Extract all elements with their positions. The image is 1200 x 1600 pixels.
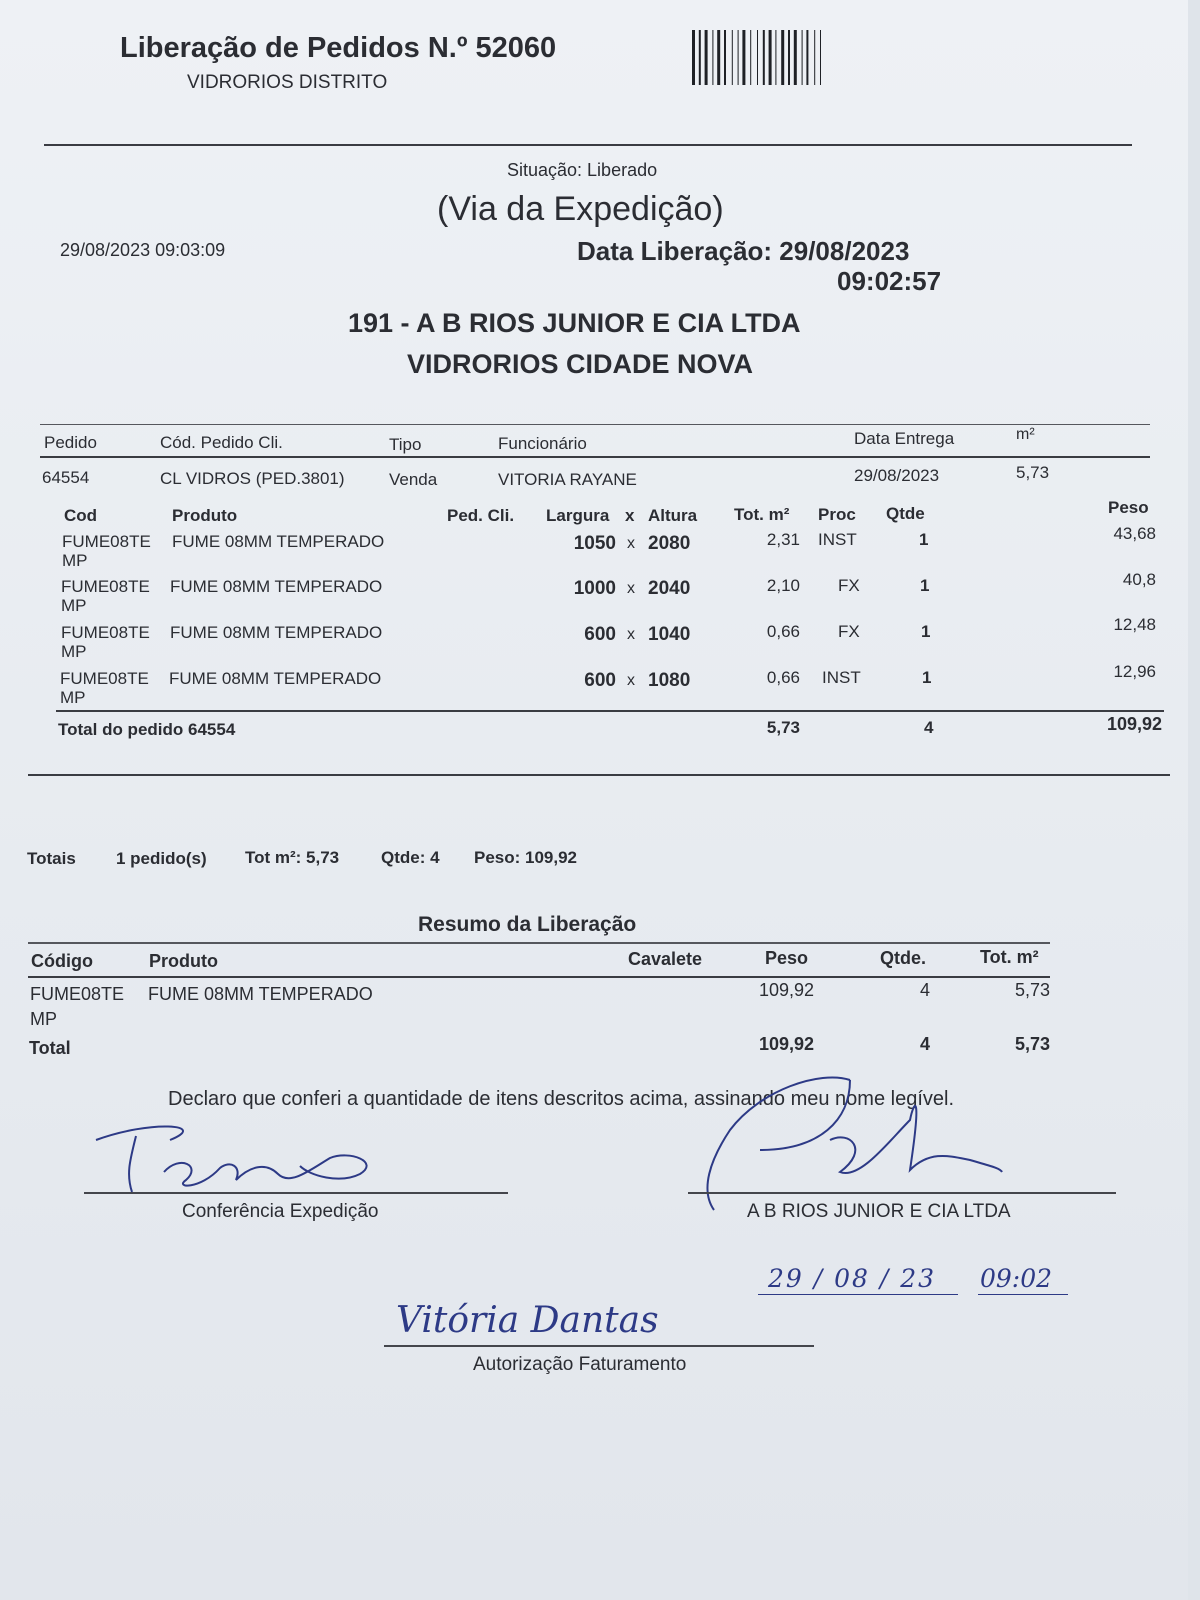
items-header-x: x <box>625 506 635 525</box>
summary-total-peso: 109,92 <box>758 1034 814 1054</box>
header-data-entrega: Data Entrega <box>854 429 955 448</box>
item-proc: FX <box>838 622 860 641</box>
signature-cliente-icon <box>700 1060 1030 1220</box>
item-cod: FUME08TE <box>61 577 150 596</box>
handwritten-time-underline <box>978 1294 1068 1295</box>
item-qtde: 1 <box>920 576 930 595</box>
client-name: 191 - A B RIOS JUNIOR E CIA LTDA <box>348 308 801 338</box>
summary-tot-m2: 5,73 <box>1014 980 1050 1000</box>
items-header-ped-cli: Ped. Cli. <box>447 506 515 525</box>
order-data-entrega: 29/08/2023 <box>854 466 940 485</box>
signature-conferencia-icon <box>90 1110 410 1200</box>
order-tipo: Venda <box>389 470 438 489</box>
summary-produto: FUME 08MM TEMPERADO <box>148 984 373 1004</box>
summary-header-peso: Peso <box>765 948 809 968</box>
summary-title: Resumo da Liberação <box>418 913 637 936</box>
summary-header-qtde: Qtde. <box>880 948 927 968</box>
item-qtde: 1 <box>919 530 929 549</box>
item-altura: 2040 <box>648 578 691 599</box>
summary-total-label: Total <box>29 1038 71 1058</box>
summary-cod: FUME08TE <box>30 984 125 1004</box>
item-cod: FUME08TE <box>62 532 151 551</box>
order-funcionario: VITORIA RAYANE <box>498 470 637 489</box>
summary-top-rule <box>28 942 1050 944</box>
signature-label-autorizacao: Autorização Faturamento <box>473 1354 687 1375</box>
items-total-qtde: 4 <box>924 718 934 737</box>
signature-autorizacao-name: Vitória Dantas <box>396 1300 659 1341</box>
item-peso: 12,48 <box>1113 615 1156 634</box>
item-peso: 12,96 <box>1113 662 1156 681</box>
totals-qtde: Qtde: 4 <box>381 848 440 867</box>
item-x: x <box>627 580 635 597</box>
release-time: 09:02:57 <box>837 266 942 296</box>
item-x: x <box>627 626 635 643</box>
item-tot-m2: 0,66 <box>766 668 800 687</box>
summary-header-produto: Produto <box>149 951 218 971</box>
header-m2: m² <box>1016 426 1035 443</box>
header-tipo: Tipo <box>389 435 422 454</box>
item-produto: FUME 08MM TEMPERADO <box>170 577 383 596</box>
summary-peso: 109,92 <box>758 980 814 1000</box>
totals-label: Totais <box>27 849 76 868</box>
item-cod: FUME08TE <box>61 623 150 642</box>
status-text: Situação: Liberado <box>507 160 658 180</box>
order-m2: 5,73 <box>1016 463 1050 482</box>
items-header-qtde: Qtde <box>886 504 925 523</box>
header-divider <box>44 144 1132 146</box>
item-cod-suffix: MP <box>60 688 86 707</box>
item-cod-suffix: MP <box>61 596 87 615</box>
order-section-divider <box>28 774 1170 776</box>
item-x: x <box>627 672 635 689</box>
summary-total-qtde: 4 <box>919 1034 930 1054</box>
summary-qtde: 4 <box>919 980 930 1000</box>
totals-peso: Peso: 109,92 <box>474 848 578 867</box>
summary-total-m2: 5,73 <box>1014 1034 1050 1054</box>
items-header-produto: Produto <box>172 506 238 525</box>
item-largura: 1000 <box>573 578 616 599</box>
client-branch: VIDRORIOS CIDADE NOVA <box>407 349 754 379</box>
item-altura: 2080 <box>648 533 691 554</box>
item-cod-suffix: MP <box>61 642 87 661</box>
order-table-top-rule <box>40 424 1150 425</box>
totals-pedidos: 1 pedido(s) <box>116 849 207 868</box>
item-tot-m2: 2,10 <box>766 576 800 595</box>
item-peso: 43,68 <box>1113 524 1156 543</box>
item-produto: FUME 08MM TEMPERADO <box>170 623 383 642</box>
item-qtde: 1 <box>921 622 931 641</box>
item-proc: FX <box>838 576 860 595</box>
items-total-m2: 5,73 <box>766 718 800 737</box>
signature-label-cliente: A B RIOS JUNIOR E CIA LTDA <box>747 1201 1011 1222</box>
signature-label-conferencia: Conferência Expedição <box>182 1201 379 1222</box>
items-total-label: Total do pedido 64554 <box>58 720 236 739</box>
item-x: x <box>627 535 635 552</box>
summary-header-tot-m2: Tot. m² <box>980 947 1039 967</box>
via-label: (Via da Expedição) <box>437 190 724 228</box>
item-largura: 600 <box>584 670 616 691</box>
items-header-altura: Altura <box>648 506 698 525</box>
handwritten-date: 29 / 08 / 23 <box>768 1264 937 1293</box>
declaration-text: Declaro que conferi a quantidade de itens descritos acima, assinando meu nome legível. <box>168 1088 955 1110</box>
print-datetime: 29/08/2023 09:03:09 <box>60 240 226 260</box>
item-peso: 40,8 <box>1122 570 1156 589</box>
summary-cod-suffix: MP <box>30 1009 57 1029</box>
order-table-header-rule <box>40 456 1150 458</box>
header-cod-pedido-cli: Cód. Pedido Cli. <box>160 433 283 452</box>
item-largura: 600 <box>584 624 616 645</box>
company-name: VIDRORIOS DISTRITO <box>187 72 388 93</box>
handwritten-time: 09:02 <box>980 1264 1053 1293</box>
summary-header-cavalete: Cavalete <box>628 949 703 969</box>
order-pedido: 64554 <box>42 468 90 487</box>
barcode-icon <box>692 30 882 85</box>
item-tot-m2: 2,31 <box>766 530 800 549</box>
items-header-peso: Peso <box>1108 498 1149 517</box>
items-header-largura: Largura <box>546 506 610 525</box>
item-tot-m2: 0,66 <box>766 622 800 641</box>
header-funcionario: Funcionário <box>498 434 587 453</box>
items-total-peso: 109,92 <box>1106 714 1162 734</box>
summary-header-codigo: Código <box>31 951 93 971</box>
totals-m2: Tot m²: 5,73 <box>245 848 340 867</box>
item-largura: 1050 <box>573 533 616 554</box>
items-header-cod: Cod <box>64 506 98 525</box>
item-produto: FUME 08MM TEMPERADO <box>169 669 382 688</box>
signature-line-cliente <box>688 1192 1116 1194</box>
item-produto: FUME 08MM TEMPERADO <box>172 532 385 551</box>
items-header-tot-m2: Tot. m² <box>734 505 790 524</box>
item-proc: INST <box>822 668 861 687</box>
item-altura: 1080 <box>648 670 691 691</box>
items-total-rule <box>56 710 1164 712</box>
item-cod-suffix: MP <box>62 551 88 570</box>
item-cod: FUME08TE <box>60 669 149 688</box>
release-date: Data Liberação: 29/08/2023 <box>577 236 910 266</box>
item-proc: INST <box>818 530 857 549</box>
summary-header-rule <box>28 976 1050 978</box>
document-title: Liberação de Pedidos N.º 52060 <box>120 32 557 64</box>
item-qtde: 1 <box>922 668 932 687</box>
handwritten-date-underline <box>758 1294 958 1295</box>
order-cod-pedido-cli: CL VIDROS (PED.3801) <box>160 469 345 488</box>
items-header-proc: Proc <box>818 505 856 524</box>
signature-line-conferencia <box>84 1192 508 1194</box>
header-pedido: Pedido <box>44 433 97 452</box>
signature-line-autorizacao <box>384 1345 814 1347</box>
item-altura: 1040 <box>648 624 691 645</box>
